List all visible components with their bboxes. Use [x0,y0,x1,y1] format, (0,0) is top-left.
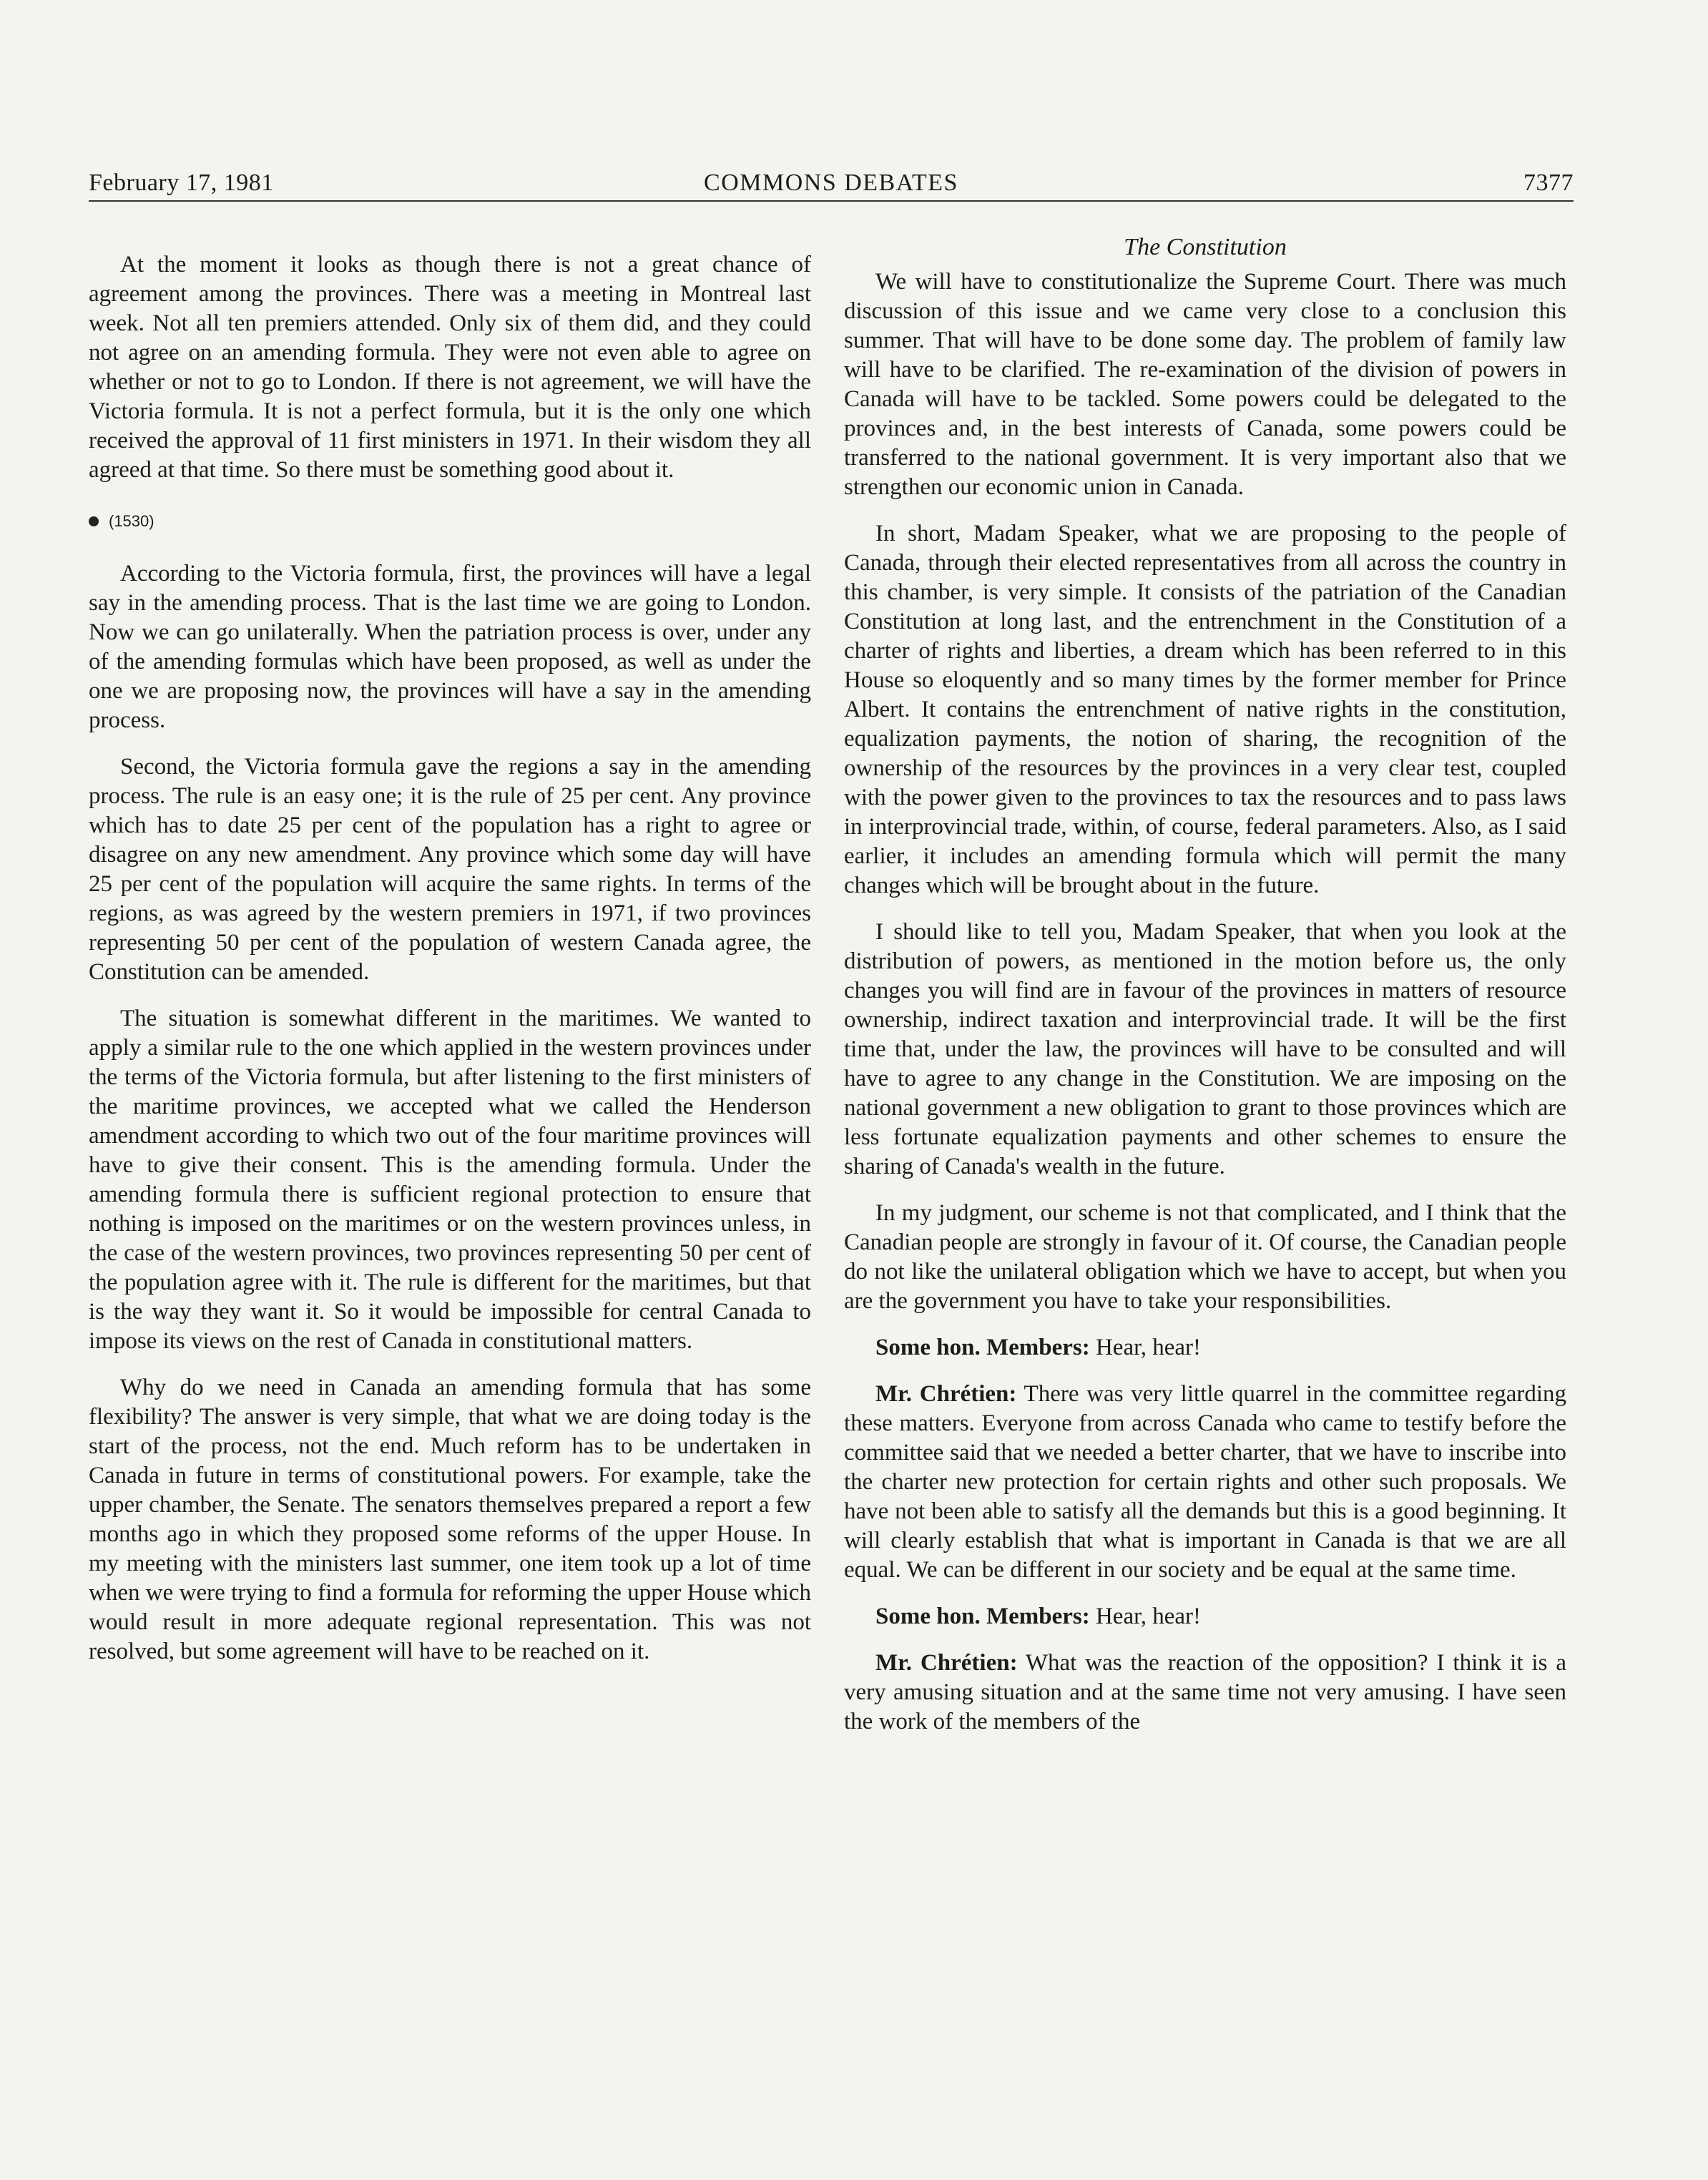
paragraph: The situation is somewhat different in the maritimes. We wanted to apply a similar rule to the one which applied in the western provinces under the terms of the Victoria formula, but after listening to the first ministers of the maritime provinces, we accepted what we called the Henderson amendment according to which two out of the four maritime provinces will have to give their consent. This is the amending formula. Under the amending formula there is sufficient regional protection to ensure that nothing is imposed on the maritimes or on the western provinces unless, in the case of the western provinces, two provinces representing 50 per cent of the population agree with it. The rule is different for the maritimes, but that is the way they want it. So it would be impossible for central Canada to impose its views on the rest of Canada in constitutional matters. [89,1006,811,1354]
paragraph: According to the Victoria formula, first, the provinces will have a legal say in the amending process. That is the last time we are going to London. Now we can go unilaterally. When the patriation process is over, under any of the amending formulas which have been proposed, as well as under the one we are proposing now, the provinces will have a say in the amending process. [89,561,811,733]
paragraph: We will have to constitutionalize the Supreme Court. There was much discussion of this issue and we came very close to a conclusion this summer. That will have to be done some day. The problem of family law will have to be clarified. The re-examination of the division of powers in Canada will have to be tackled. Some powers could be delegated to the provinces and, in the best interests of Canada, some powers could be transferred to the national government. It is very important also that we strengthen our economic union in Canada. [844,269,1566,500]
paragraph: Second, the Victoria formula gave the regions a say in the amending process. The rule is an easy one; it is the rule of 25 per cent. Any province which has to date 25 per cent of the population has a right to agree or disagree on any new amendment. Any province which some day will have 25 per cent of the population will acquire the same rights. In terms of the regions, as was agreed by the western premiers in 1971, if two provinces representing 50 per cent of the population of western Canada agree, the Constitution can be amended. [89,754,811,985]
speech-text: There was very little quarrel in the committee regarding these matters. Everyone from across Canada who came to testify before the committee said that we needed a better charter, that we have to inscribe into the charter new protection for certain rights and other such proposals. We have not been able to satisfy all the demands but this is a good beginning. It will clearly establish that what is important in Canada is that we are all equal. We can be different in our society and be equal at the same time. [844,1381,1566,1583]
speech-text: Hear, hear! [1089,1604,1202,1629]
paragraph: In short, Madam Speaker, what we are proposing to the people of Canada, through their elected representatives from all across the country in this chamber, is very simple. It consists of the patriation of the Canadian Constitution at long last, and the entrenchment in the Constitution of a charter of rights and liberties, a dream which has been referred to in this House so eloquently and so many times by the former member for Prince Albert. It contains the entrenchment of native rights in the constitution, equalization payments, the notion of sharing, the recognition of the ownership of the resources by the provinces in a very clear test, coupled with the power given to the provinces to tax the resources and to pass laws in interprovincial trade, within, of course, federal parameters. Also, as I said earlier, it includes an amending formula which will permit the many changes which will be brought about in the future. [844,521,1566,898]
speaker-name: Mr. Chrétien: [875,1650,1018,1676]
header-date: February 17, 1981 [89,170,274,196]
header-rule [89,200,1574,202]
bullet-icon [89,516,99,526]
time-stamp [89,511,811,532]
paragraph: I should like to tell you, Madam Speaker, that when you look at the distribution of powers, as mentioned in the motion before us, the only changes you will find are in favour of the provinces in matters of resource ownership, indirect taxation and interprovincial trade. It will be the first time that, under the law, the provinces will have to be consulted and will have to agree to any change in the Constitution. We are imposing on the national government a new obligation to grant to those provinces which are less fortunate equalization payments and other schemes to ensure the sharing of Canada's wealth in the future. [844,919,1566,1179]
speech-text: What was the reaction of the opposition? I think it is a very amusing situation and at the same time not very amusing. I have seen the work of the members of the [844,1650,1567,1734]
speech-text: Hear, hear! [1089,1335,1202,1360]
paragraph: Why do we need in Canada an amending formula that has some flexibility? The answer is very simple, that what we are doing today is the start of the process, not the end. Much reform has to be undertaken in Canada in future in terms of constitutional powers. For example, take the upper chamber, the Senate. The senators themselves prepared a report a few months ago in which they proposed some reforms of the upper House. In my meeting with the ministers last summer, one item took up a lot of time when we were trying to find a formula for reforming the upper House which would result in more adequate regional representation. This was not resolved, but some agreement will have to be reached on it. [89,1375,811,1664]
header-page-number: 7377 [1523,170,1574,196]
time-stamp-text: (1530) [109,512,154,530]
speech [844,1380,1566,1585]
speech [844,1649,1566,1737]
paragraph: In my judgment, our scheme is not that complicated, and I think that the Canadian people are strongly in favour of it. Of course, the Canadian people do not like the unilateral obligation which we have to accept, but when you are the government you have to take your responsibilities. [844,1200,1566,1314]
speaker-name: Some hon. Members: [875,1604,1090,1629]
right-column [844,232,1566,1754]
header-publication-title: COMMONS DEBATES [704,170,958,196]
running-head [89,163,1574,203]
interjection [844,1333,1566,1362]
interjection [844,1602,1566,1631]
document-page [89,163,1574,1734]
speaker-name: Mr. Chrétien: [875,1381,1017,1407]
speaker-name: Some hon. Members: [875,1335,1090,1360]
left-column [89,232,811,1684]
section-heading: The Constitution [1124,234,1287,260]
paragraph: At the moment it looks as though there is not a great chance of agreement among the provinces. There was a meeting in Montreal last week. Not all ten premiers attended. Only six of them did, and they could not agree on an amending formula. They were not even able to agree on whether or not to go to London. If there is not agreement, we will have the Victoria formula. It is not a perfect formula, but it is the only one which received the approval of 11 first ministers in 1971. In their wisdom they all agreed at that time. So there must be something good about it. [89,252,811,483]
